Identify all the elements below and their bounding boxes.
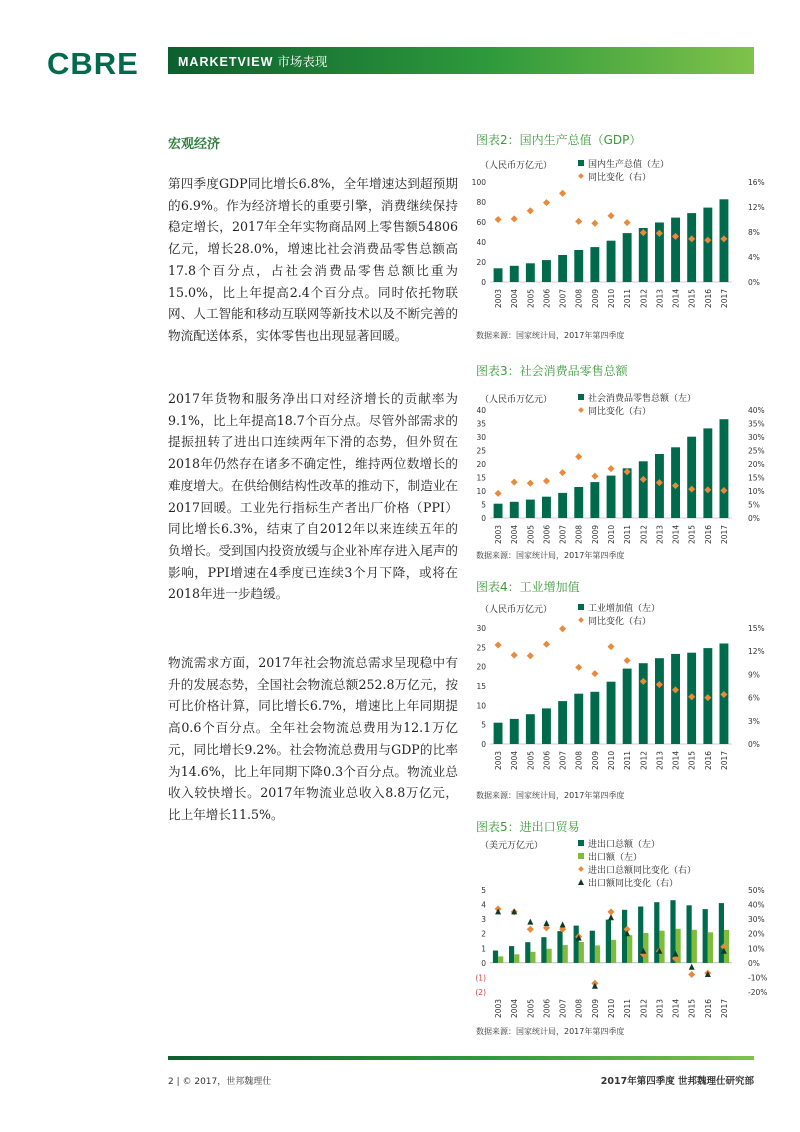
bar-2011: [623, 669, 632, 744]
footer-page-copyright: 2 | © 2017，世邦魏理仕: [168, 1077, 272, 1087]
bar-2006: [541, 937, 546, 963]
export-yoy-marker-2006: [544, 920, 550, 926]
yoy-marker-2011: [624, 657, 631, 664]
y-right-tick-label: 25%: [748, 446, 765, 456]
x-tick-label: 2014: [671, 998, 681, 1018]
x-tick-label: 2011: [623, 998, 633, 1018]
x-tick-label: 2012: [639, 524, 649, 544]
legend-swatch-bar: [578, 853, 584, 859]
x-tick-label: 2003: [494, 750, 504, 770]
bar-2010: [607, 476, 616, 518]
chart-title-gdp: 图表2：国内生产总值（GDP）: [476, 133, 642, 147]
yoy-marker-2003: [495, 490, 502, 497]
y-left-tick-label: 3: [481, 915, 486, 925]
y-right-tick-label: 0%: [748, 514, 760, 523]
y-left-tick-label: 0: [481, 278, 486, 287]
bar-2006: [547, 949, 552, 963]
bar-2014: [671, 654, 680, 744]
bar-2011: [623, 468, 632, 518]
y-right-tick-label: 50%: [748, 886, 765, 895]
legend-label: 同比变化（右）: [588, 617, 652, 627]
x-tick-label: 2008: [574, 288, 584, 308]
y-right-tick-label: -20%: [748, 988, 768, 997]
y-right-tick-label: 20%: [748, 929, 765, 939]
x-tick-label: 2010: [607, 524, 616, 544]
yoy-marker-2003: [495, 641, 502, 648]
legend-swatch-bar: [578, 604, 584, 610]
y-left-tick-label: (1): [475, 973, 486, 983]
x-tick-label: 2016: [703, 750, 713, 770]
yoy-marker-2004: [511, 652, 518, 659]
x-tick-label: 2015: [687, 750, 697, 770]
x-tick-label: 2008: [574, 524, 584, 544]
legend-swatch-diamond: [578, 617, 584, 623]
y-right-tick-label: 35%: [748, 419, 765, 429]
bar-2010: [607, 241, 616, 282]
x-tick-label: 2003: [494, 288, 504, 308]
section-title: 宏观经济: [168, 137, 221, 152]
bar-2010: [606, 920, 611, 963]
y-left-tick-label: 60: [476, 218, 486, 227]
x-tick-label: 2015: [687, 524, 697, 544]
x-tick-label: 2016: [703, 998, 713, 1018]
legend-swatch-bar: [578, 840, 584, 846]
y-left-tick-label: 5: [481, 886, 486, 895]
bar-2016: [703, 208, 712, 282]
bar-2008: [574, 487, 583, 518]
legend-swatch-bar: [578, 160, 584, 166]
paragraph-3: 物流需求方面，2017年社会物流总需求呈现稳中有升的发展态势，全国社会物流总额252.8万亿元，按可比价格计算，同比增长6.7%，增速比上年同期提高0.6个百分点。全年社会物流总费用为12.1万亿元，同比增长9.2%。社会物流总费用与GDP的比率为14.6%，比上年同期下降0.3个百分点。物流业总收入较快增长。2017年物流业总收入8.8万亿元，比上年增长11.5%。: [168, 655, 458, 822]
yoy-marker-2005: [527, 652, 534, 659]
bar-2004: [509, 946, 514, 963]
x-tick-label: 2009: [590, 524, 600, 544]
yoy-marker-2009: [591, 473, 598, 480]
bar-2017: [719, 903, 724, 963]
yoy-marker-2006: [543, 477, 550, 484]
chart-industrial: [470, 594, 770, 784]
yoy-marker-2010: [607, 643, 614, 650]
bar-2013: [655, 658, 664, 744]
bar-2009: [590, 482, 599, 518]
chart-title-industrial: 图表4：工业增加值: [476, 580, 580, 594]
yoy-marker-2004: [511, 479, 518, 486]
bar-2010: [611, 940, 616, 963]
x-tick-label: 2016: [703, 288, 713, 308]
x-tick-label: 2013: [655, 524, 665, 544]
yoy-marker-2006: [543, 641, 550, 648]
bar-2005: [525, 942, 530, 963]
legend-swatch-diamond: [578, 407, 584, 413]
y-right-tick-label: 4%: [748, 253, 760, 262]
y-right-tick-label: 15%: [748, 473, 765, 483]
y-left-tick-label: 2: [481, 929, 486, 939]
bar-2009: [590, 931, 595, 963]
yoy-marker-2008: [575, 453, 582, 460]
x-tick-label: 2013: [655, 998, 665, 1018]
bar-2003: [498, 956, 503, 962]
y-left-tick-label: 1: [481, 944, 486, 954]
y-left-tick-label: 5: [481, 720, 486, 730]
y-right-tick-label: 16%: [748, 178, 765, 187]
yoy-marker-2006: [543, 199, 550, 206]
bar-2006: [542, 260, 551, 282]
y-right-tick-label: 9%: [748, 670, 760, 680]
bar-2012: [639, 663, 648, 744]
legend-label: 进出口总额（左）: [588, 840, 661, 850]
export-yoy-marker-2007: [560, 922, 566, 928]
y-left-tick-label: 100: [471, 178, 486, 187]
legend-label: 工业增加值（左）: [588, 604, 661, 614]
y-right-tick-label: 0%: [748, 278, 760, 287]
bar-2008: [574, 926, 579, 963]
chart-unit-label: （人民币万亿元）: [480, 395, 553, 405]
x-tick-label: 2016: [703, 524, 713, 544]
x-tick-label: 2005: [526, 750, 536, 770]
legend-swatch-diamond: [578, 173, 584, 179]
y-left-tick-label: 30: [476, 624, 486, 633]
x-tick-label: 2012: [639, 998, 649, 1018]
x-tick-label: 2009: [590, 750, 600, 770]
chart-trade: [470, 832, 770, 1024]
bar-2008: [579, 942, 584, 963]
legend-swatch-diamond: [578, 866, 584, 872]
y-left-tick-label: 20: [476, 662, 486, 672]
bar-2015: [692, 930, 697, 963]
x-tick-label: 2017: [719, 524, 729, 544]
bar-2017: [720, 419, 729, 518]
y-left-tick-label: 5: [481, 500, 486, 510]
y-left-tick-label: 20: [476, 258, 486, 267]
export-yoy-marker-2015: [689, 964, 695, 970]
bar-2003: [494, 723, 503, 744]
y-left-tick-label: 30: [476, 433, 486, 442]
bar-2004: [510, 266, 519, 282]
bar-2007: [558, 493, 567, 518]
y-left-tick-label: 40: [476, 406, 486, 415]
bar-2003: [493, 951, 498, 963]
source-note-gdp: 数据来源：国家统计局，2017年第四季度: [476, 331, 625, 340]
legend-label: 同比变化（右）: [588, 173, 652, 183]
y-right-tick-label: 12%: [748, 203, 765, 212]
bar-2009: [590, 692, 599, 744]
x-tick-label: 2008: [574, 750, 584, 770]
bar-2015: [687, 905, 692, 963]
bar-2005: [526, 714, 535, 744]
legend-label: 社会消费品零售总额（左）: [588, 394, 697, 404]
y-right-tick-label: 0%: [748, 740, 760, 749]
x-tick-label: 2007: [558, 750, 568, 770]
yoy-marker-2011: [624, 219, 631, 226]
y-right-tick-label: 10%: [748, 487, 765, 496]
legend-label: 同比变化（右）: [588, 407, 652, 417]
x-tick-label: 2005: [526, 288, 536, 308]
bar-2005: [526, 500, 535, 518]
x-tick-label: 2017: [719, 288, 729, 308]
bar-2005: [526, 263, 535, 282]
y-right-tick-label: 6%: [748, 693, 760, 703]
y-left-tick-label: 35: [476, 419, 486, 429]
x-tick-label: 2004: [510, 524, 520, 544]
yoy-marker-2004: [511, 215, 518, 222]
x-tick-label: 2005: [526, 998, 536, 1018]
x-tick-label: 2011: [623, 750, 633, 770]
chart-unit-label: （人民币万亿元）: [480, 161, 553, 171]
y-right-tick-label: 40%: [748, 406, 765, 415]
y-right-tick-label: 20%: [748, 460, 765, 469]
bar-2007: [558, 701, 567, 744]
x-tick-label: 2007: [558, 524, 568, 544]
bar-2009: [590, 247, 599, 282]
x-tick-label: 2010: [607, 998, 616, 1018]
y-left-tick-label: (2): [475, 988, 486, 997]
footer-rule: [168, 1056, 754, 1060]
bar-2007: [563, 945, 568, 963]
bar-2010: [607, 682, 616, 744]
x-tick-label: 2006: [542, 524, 552, 544]
x-tick-label: 2005: [526, 524, 536, 544]
cbre-logo: CBRE: [47, 46, 139, 81]
y-right-tick-label: 15%: [748, 624, 765, 633]
y-right-tick-label: 0%: [748, 958, 760, 968]
legend-label: 出口额（左）: [588, 853, 643, 863]
legend-label: 出口额同比变化（右）: [588, 879, 679, 889]
x-tick-label: 2006: [542, 998, 552, 1018]
y-left-tick-label: 80: [476, 198, 486, 207]
legend-swatch-triangle: [578, 879, 584, 885]
x-tick-label: 2008: [574, 998, 584, 1018]
y-right-tick-label: 30%: [748, 433, 765, 442]
y-left-tick-label: 10: [476, 487, 486, 496]
chart-retail: [470, 380, 770, 550]
bar-2003: [494, 268, 503, 282]
y-left-tick-label: 10: [476, 701, 486, 711]
yoy-marker-2010: [607, 212, 614, 219]
source-note-trade: 数据来源：国家统计局，2017年第四季度: [476, 1027, 625, 1036]
y-left-tick-label: 25: [476, 643, 486, 653]
yoy-marker-2003: [495, 216, 502, 223]
y-right-tick-label: 10%: [748, 944, 765, 954]
y-left-tick-label: 15: [476, 682, 486, 691]
paragraph-2: 2017年货物和服务净出口对经济增长的贡献率为9.1%，比上年提高18.7个百分点。尽管外部需求的提振扭转了进出口连续两年下滑的态势，但外贸在2018年仍然存在诸多不确定性，维持两位数增长的难度增大。在供给侧结构性改革的推动下，制造业在2017回暖。工业先行指标生产者出厂价格（PPI）同比增长6.3%，结束了自2012年以来连续五年的负增长。受到国内投资放缓与企业补库存进入尾声的影响，PPI增速在4季度已连续3个月下降，或将在2018年进一步趋缓。: [168, 391, 458, 602]
yoy-marker-2005: [527, 926, 534, 933]
y-right-tick-label: 30%: [748, 915, 765, 925]
chart-title-retail: 图表3：社会消费品零售总额: [476, 364, 628, 378]
marketview-banner: [168, 47, 754, 74]
yoy-marker-2007: [559, 190, 566, 197]
y-left-tick-label: 0: [481, 958, 486, 968]
source-note-retail: 数据来源：国家统计局，2017年第四季度: [476, 551, 625, 560]
x-tick-label: 2009: [590, 998, 600, 1018]
legend-swatch-bar: [578, 394, 584, 400]
x-tick-label: 2015: [687, 288, 697, 308]
y-right-tick-label: 8%: [748, 228, 760, 237]
bar-2007: [557, 931, 562, 963]
bar-2016: [708, 932, 713, 963]
bar-2005: [530, 952, 535, 963]
y-right-tick-label: 40%: [748, 900, 765, 910]
bar-2004: [514, 954, 519, 963]
bar-2012: [639, 461, 648, 518]
bar-2015: [687, 437, 696, 518]
yoy-marker-2007: [559, 625, 566, 632]
source-note-industrial: 数据来源：国家统计局，2017年第四季度: [476, 791, 625, 800]
bar-2011: [623, 233, 632, 282]
y-left-tick-label: 0: [481, 740, 486, 749]
y-left-tick-label: 40: [476, 238, 486, 247]
x-tick-label: 2006: [542, 288, 552, 308]
y-left-tick-label: 4: [481, 900, 486, 910]
x-tick-label: 2004: [510, 750, 520, 770]
x-tick-label: 2015: [687, 998, 697, 1018]
x-tick-label: 2017: [719, 750, 729, 770]
y-right-tick-label: -10%: [748, 973, 768, 983]
x-tick-label: 2012: [639, 288, 649, 308]
yoy-marker-2008: [575, 664, 582, 671]
y-left-tick-label: 0: [481, 514, 486, 523]
x-tick-label: 2007: [558, 288, 568, 308]
bar-2013: [659, 931, 664, 963]
bar-2012: [643, 933, 648, 963]
x-tick-label: 2014: [671, 524, 681, 544]
chart-unit-label: （美元万亿元）: [480, 841, 544, 851]
bar-2009: [595, 945, 600, 963]
marketview-cn: 市场表现: [277, 55, 328, 69]
bar-2008: [574, 250, 583, 282]
x-tick-label: 2014: [671, 750, 681, 770]
yoy-marker-2007: [559, 469, 566, 476]
x-tick-label: 2013: [655, 750, 665, 770]
y-left-tick-label: 15: [476, 473, 486, 483]
yoy-marker-2005: [527, 480, 534, 487]
yoy-marker-2009: [591, 220, 598, 227]
chart-unit-label: （人民币万亿元）: [480, 605, 553, 615]
x-tick-label: 2010: [607, 288, 616, 308]
bar-2016: [703, 909, 708, 963]
x-tick-label: 2004: [510, 288, 520, 308]
marketview-title: [178, 52, 327, 70]
x-tick-label: 2014: [671, 288, 681, 308]
x-tick-label: 2003: [494, 524, 504, 544]
yoy-marker-2010: [607, 465, 614, 472]
y-right-tick-label: 3%: [748, 716, 760, 726]
bar-2014: [671, 218, 680, 282]
x-tick-label: 2017: [719, 998, 729, 1018]
x-tick-label: 2006: [542, 750, 552, 770]
x-tick-label: 2011: [623, 288, 633, 308]
bar-2011: [627, 935, 632, 963]
x-tick-label: 2011: [623, 524, 633, 544]
bar-2011: [622, 910, 627, 963]
footer-report-info: 2017年第四季度 世邦魏理仕研究部: [600, 1076, 754, 1087]
bar-2008: [574, 694, 583, 744]
chart-gdp: [470, 148, 770, 326]
chart-title-trade: 图表5：进出口贸易: [476, 820, 580, 834]
legend-label: 进出口总额同比变化（右）: [588, 866, 697, 876]
bar-2006: [542, 497, 551, 518]
y-left-tick-label: 25: [476, 446, 486, 456]
bar-2003: [494, 504, 503, 518]
yoy-marker-2008: [575, 218, 582, 225]
bar-2004: [510, 719, 519, 744]
yoy-marker-2009: [591, 670, 598, 677]
export-yoy-marker-2005: [527, 919, 533, 925]
export-yoy-marker-2010: [608, 914, 614, 920]
bar-2006: [542, 708, 551, 744]
paragraph-1: 第四季度GDP同比增长6.8%，全年增速达到超预期的6.9%。作为经济增长的重要引擎，消费继续保持稳定增长，2017年全年实物商品网上零售额54806亿元，增长28.0%，增速比社会消费品零售总额高17.8个百分点，占社会消费品零售总额比重为15.0%，比上年提高2.4个百分点。同时依托物联网、人工智能和移动互联网等新技术以及不断完善的物流配送体系，实体零售也出现显著回暖。: [168, 176, 458, 343]
x-tick-label: 2007: [558, 998, 568, 1018]
x-tick-label: 2009: [590, 288, 600, 308]
y-right-tick-label: 5%: [748, 500, 760, 510]
bar-2016: [703, 428, 712, 518]
yoy-marker-2005: [527, 207, 534, 214]
legend-label: 国内生产总值（左）: [588, 160, 670, 170]
x-tick-label: 2003: [494, 998, 504, 1018]
bar-2004: [510, 502, 519, 518]
bar-2015: [687, 213, 696, 282]
x-tick-label: 2013: [655, 288, 665, 308]
x-tick-label: 2010: [607, 750, 616, 770]
yoy-marker-2015: [688, 971, 695, 978]
bar-2007: [558, 255, 567, 282]
bar-2012: [639, 228, 648, 282]
y-left-tick-label: 20: [476, 460, 486, 469]
x-tick-label: 2012: [639, 750, 649, 770]
marketview-en: MARKETVIEW: [178, 55, 274, 69]
x-tick-label: 2004: [510, 998, 520, 1018]
y-right-tick-label: 12%: [748, 647, 765, 657]
